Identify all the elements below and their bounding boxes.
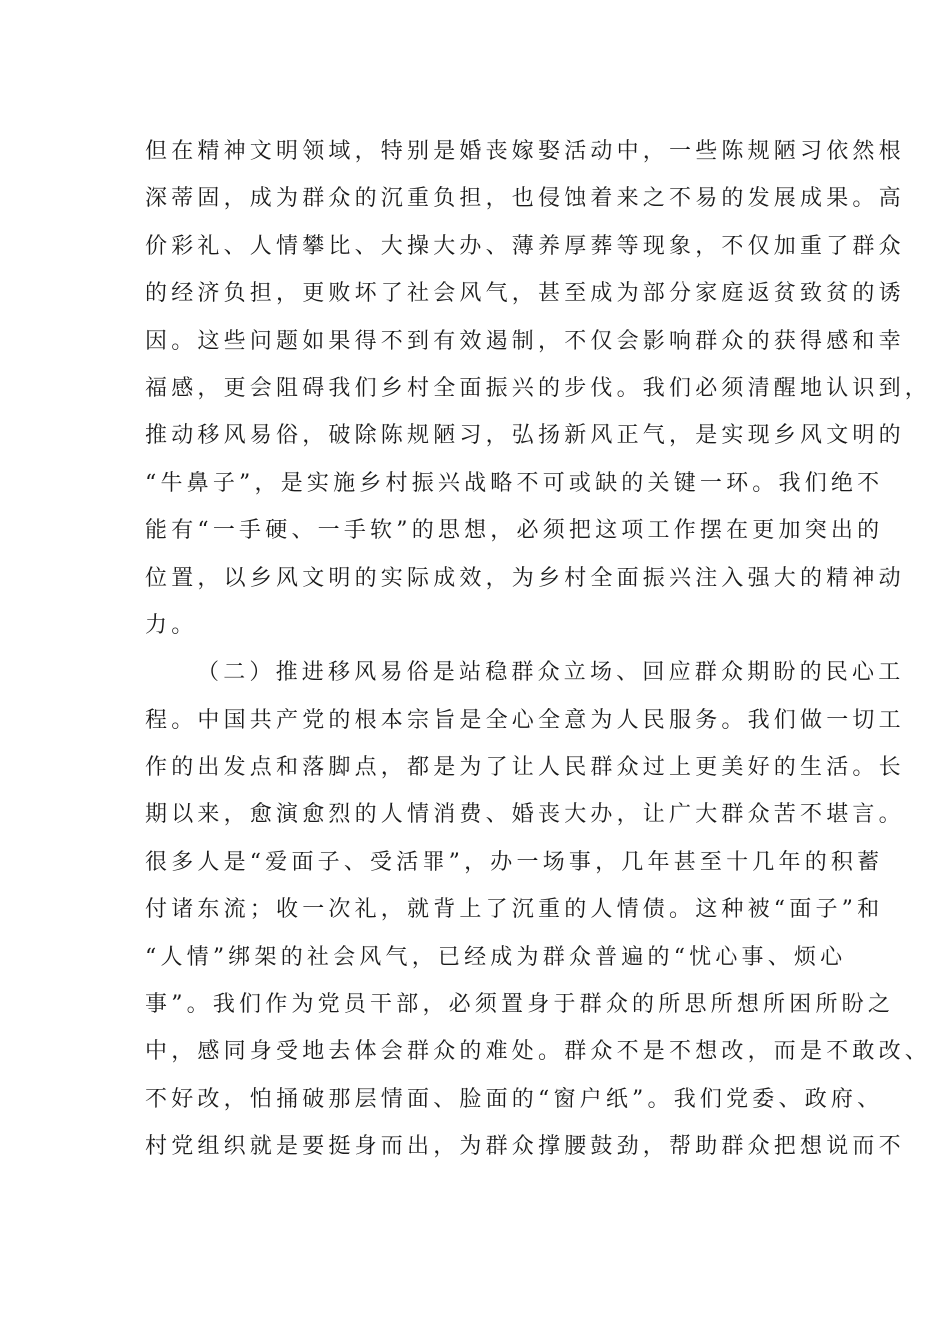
text-line: 很多人是“爱面子、受活罪”，办一场事，几年甚至十几年的积蓄 <box>145 849 884 875</box>
text-line: 福感，更会阻碍我们乡村全面振兴的步伐。我们必须清醒地认识到， <box>145 375 932 401</box>
text-line: 因。这些问题如果得不到有效遏制，不仅会影响群众的获得感和幸 <box>145 328 905 354</box>
text-line: 作的出发点和落脚点，都是为了让人民群众过上更美好的生活。长 <box>145 755 905 781</box>
text-line: 不好改，怕捅破那层情面、脸面的“窗户纸”。我们党委、政府、 <box>145 1086 884 1112</box>
text-line: “人情”绑架的社会风气，已经成为群众普遍的“忧心事、烦心 <box>145 944 847 970</box>
text-line: 价彩礼、人情攀比、大操大办、薄养厚葬等现象，不仅加重了群众 <box>145 233 905 259</box>
paragraph-2 <box>145 657 932 1178</box>
text-line: 付诸东流；收一次礼，就背上了沉重的人情债。这种被“面子”和 <box>145 897 884 923</box>
text-line: 中，感同身受地去体会群众的难处。群众不是不想改，而是不敢改、 <box>145 1039 932 1065</box>
text-line: 力。 <box>145 612 198 638</box>
text-line: 的经济负担，更败坏了社会风气，甚至成为部分家庭返贫致贫的诱 <box>145 281 905 307</box>
text-line: 能有“一手硬、一手软”的思想，必须把这项工作摆在更加突出的 <box>145 518 884 544</box>
text-line: 深蒂固，成为群众的沉重负担，也侵蚀着来之不易的发展成果。高 <box>145 186 905 212</box>
text-line: 推动移风易俗，破除陈规陋习，弘扬新风正气，是实现乡风文明的 <box>145 423 905 449</box>
text-line: “牛鼻子”，是实施乡村振兴战略不可或缺的关键一环。我们绝不 <box>145 470 884 496</box>
section-heading-line: （二）推进移风易俗是站稳群众立场、回应群众期盼的民心工 <box>197 660 905 686</box>
text-line: 期以来，愈演愈烈的人情消费、婚丧大办，让广大群众苦不堪言。 <box>145 802 905 828</box>
text-line: 但在精神文明领域，特别是婚丧嫁娶活动中，一些陈规陋习依然根 <box>145 139 905 164</box>
text-line: 位置，以乡风文明的实际成效，为乡村全面振兴注入强大的精神动 <box>145 565 905 591</box>
document-body <box>145 136 932 1179</box>
text-line: 村党组织就是要挺身而出，为群众撑腰鼓劲，帮助群众把想说而不 <box>145 1134 905 1160</box>
text-line: 事”。我们作为党员干部，必须置身于群众的所思所想所困所盼之 <box>145 992 895 1018</box>
paragraph-1 <box>145 136 932 657</box>
text-line: 程。中国共产党的根本宗旨是全心全意为人民服务。我们做一切工 <box>145 707 905 733</box>
